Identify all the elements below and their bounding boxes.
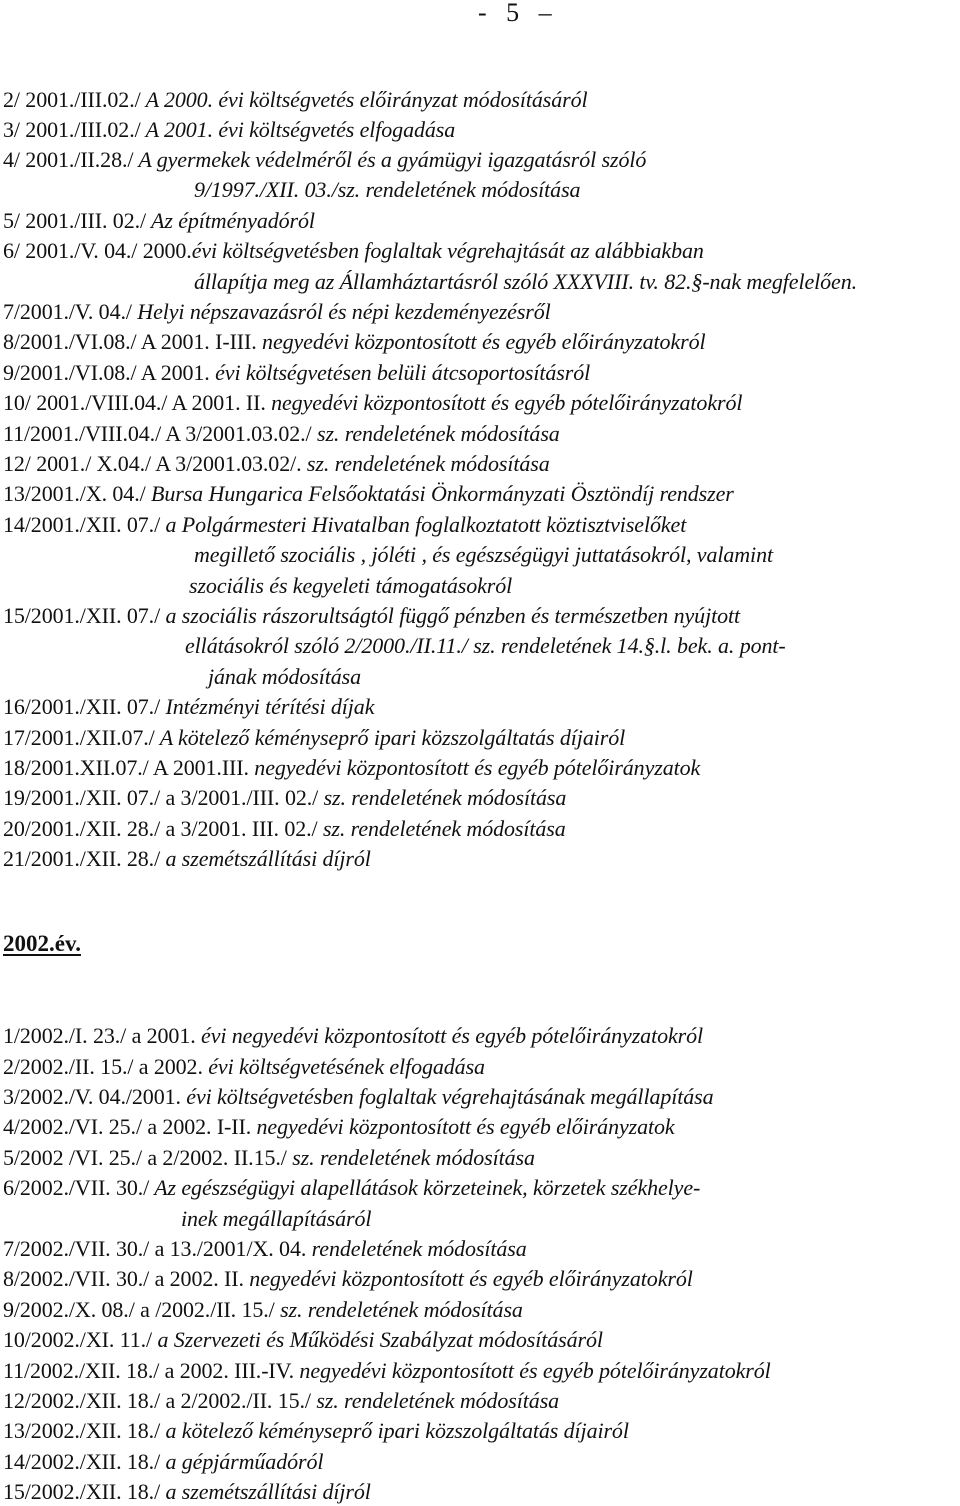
- decree-entry: [3, 754, 700, 782]
- decree-number: 4/ 2001./II.28./: [3, 147, 134, 172]
- decree-entry-continuation: [181, 1205, 371, 1233]
- decree-entry: [3, 480, 734, 508]
- decree-number: 9/2001./VI.08./ A 2001.: [3, 360, 210, 385]
- page-number: - 5 –: [478, 0, 552, 27]
- decree-entry: [3, 1326, 603, 1354]
- decree-number: 21/2001./XII. 28./: [3, 846, 161, 871]
- decree-entry: [3, 1478, 371, 1506]
- decree-entry: [3, 693, 374, 721]
- decree-title: A kötelező kéményseprő ipari közszolgáltatás díjairól: [154, 725, 626, 750]
- decree-title: a szemétszállítási díjról: [160, 1479, 371, 1504]
- decree-entry: [3, 724, 625, 752]
- decree-entry: [3, 602, 740, 630]
- decree-title: a Polgármesteri Hivatalban foglalkoztatott köztisztviselőket: [160, 512, 687, 537]
- decree-number: 15/2001./XII. 07./: [3, 603, 161, 628]
- decree-entry: [3, 86, 588, 114]
- decree-entry: [3, 1144, 535, 1172]
- decree-title: sz. rendeletének módosítása: [310, 1388, 560, 1413]
- decree-entry: [3, 328, 706, 356]
- decree-entry: [3, 298, 551, 326]
- decree-title: sz. rendeletének módosítása: [318, 785, 567, 810]
- decree-number: 6/ 2001./V. 04./ 2000.: [3, 238, 192, 263]
- decree-number: 10/ 2001./VIII.04./ A 2001. II.: [3, 390, 266, 415]
- decree-entry: [3, 511, 686, 539]
- decree-entry-continuation: [185, 632, 786, 660]
- decree-number: 12/ 2001./ X.04./ A 3/2001.03.02/.: [3, 451, 302, 476]
- decree-number: 13/2001./X. 04./: [3, 481, 146, 506]
- decree-entry: [3, 1235, 527, 1263]
- decree-entry: [3, 116, 455, 144]
- decree-number: 8/2001./VI.08./ A 2001. I-III.: [3, 329, 257, 354]
- decree-title: évi költségvetésének elfogadása: [202, 1054, 485, 1079]
- decree-entry-continuation: [194, 268, 857, 296]
- decree-number: 9/2002./X. 08./ a /2002./II. 15./: [3, 1297, 275, 1322]
- decree-title: Intézményi térítési díjak: [160, 694, 375, 719]
- decree-number: 4/2002./VI. 25./ a 2002. I-II.: [3, 1114, 252, 1139]
- decree-title: megillető szociális , jóléti , és egészségügyi juttatásokról, valamint: [194, 542, 773, 567]
- decree-title: évi költségvetésben foglaltak végrehajtásának megállapítása: [180, 1084, 714, 1109]
- decree-number: 16/2001./XII. 07./: [3, 694, 161, 719]
- decree-title: negyedévi központosított és egyéb pótelőirányzatok: [248, 755, 701, 780]
- decree-title: sz. rendeletének módosítása: [274, 1297, 523, 1322]
- decree-number: 17/2001./XII.07./: [3, 725, 155, 750]
- decree-number: 18/2001.XII.07./ A 2001.III.: [3, 755, 249, 780]
- decree-number: 12/2002./XII. 18./ a 2/2002./II. 15./: [3, 1388, 311, 1413]
- decree-title: A gyermekek védelméről és a gyámügyi igazgatásról szóló: [133, 147, 647, 172]
- decree-number: 5/2002 /VI. 25./ a 2/2002. II.15./: [3, 1145, 287, 1170]
- decree-entry-continuation: [189, 572, 512, 600]
- decree-number: 11/2001./VIII.04./ A 3/2001.03.02./: [3, 421, 312, 446]
- decree-entry: [3, 845, 371, 873]
- decree-title: Az egészségügyi alapellátások körzeteinek, körzetek székhelye-: [149, 1175, 701, 1200]
- decree-number: 3/ 2001./III.02./: [3, 117, 141, 142]
- decree-number: 6/2002./VII. 30./: [3, 1175, 150, 1200]
- decree-number: 7/2001./V. 04./: [3, 299, 132, 324]
- decree-title: a szemétszállítási díjról: [160, 846, 371, 871]
- decree-entry: [3, 1113, 675, 1141]
- decree-title: ellátásokról szóló 2/2000./II.11./ sz. rendeletének 14.§.l. bek. a. pont-: [185, 633, 786, 658]
- decree-entry: [3, 1296, 523, 1324]
- decree-title: évi költségvetésen belüli átcsoportosításról: [209, 360, 591, 385]
- decree-title: sz. rendeletének módosítása: [317, 816, 566, 841]
- decree-number: 19/2001./XII. 07./ a 3/2001./III. 02./: [3, 785, 319, 810]
- decree-title: a kötelező kéményseprő ipari közszolgáltatás díjairól: [160, 1418, 629, 1443]
- decree-title: állapítja meg az Államháztartásról szóló XXXVIII. tv. 82.§-nak megfelelően.: [194, 269, 857, 294]
- decree-number: 13/2002./XII. 18./: [3, 1418, 161, 1443]
- decree-number: 20/2001./XII. 28./ a 3/2001. III. 02./: [3, 816, 318, 841]
- year-heading-2002: 2002.év.: [3, 931, 81, 956]
- decree-entry: [3, 815, 566, 843]
- decree-number: 7/2002./VII. 30./ a 13./2001/X. 04.: [3, 1236, 307, 1261]
- decree-number: 5/ 2001./III. 02./: [3, 208, 147, 233]
- decree-number: 8/2002./VII. 30./ a 2002. II.: [3, 1266, 244, 1291]
- decree-title: a szociális rászorultságtól függő pénzben és természetben nyújtott: [160, 603, 741, 628]
- decree-title: Az építményadóról: [146, 208, 315, 233]
- decree-title: szociális és kegyeleti támogatásokról: [189, 573, 513, 598]
- decree-entry-continuation: [194, 176, 580, 204]
- decree-title: negyedévi központosított és egyéb előirányzatok: [251, 1114, 675, 1139]
- decree-title: a Szervezeti és Működési Szabályzat módosításáról: [152, 1327, 603, 1352]
- decree-title: negyedévi központosított és egyéb előirányzatokról: [243, 1266, 693, 1291]
- decree-title: A 2001. évi költségvetés elfogadása: [140, 117, 456, 142]
- decree-entry: [3, 784, 566, 812]
- decree-entry: [3, 1357, 771, 1385]
- decree-entry: [3, 1265, 693, 1293]
- decree-entry: [3, 1417, 629, 1445]
- decree-entry: [3, 207, 315, 235]
- decree-number: 10/2002./XI. 11./: [3, 1327, 153, 1352]
- decree-entry: [3, 1174, 700, 1202]
- decree-entry: [3, 389, 742, 417]
- decree-entry: [3, 1022, 703, 1050]
- decree-title: sz. rendeletének módosítása: [311, 421, 560, 446]
- decree-title: negyedévi központosított és egyéb előirányzatokról: [256, 329, 706, 354]
- decree-entry: [3, 450, 550, 478]
- decree-entry-continuation: [208, 663, 361, 691]
- decree-number: 14/2001./XII. 07./: [3, 512, 161, 537]
- decree-title: évi negyedévi központosított és egyéb pótelőirányzatokról: [195, 1023, 704, 1048]
- decree-title: a gépjárműadóról: [160, 1449, 324, 1474]
- decree-number: 11/2002./XII. 18./ a 2002. III.-IV.: [3, 1358, 295, 1383]
- decree-title: évi költségvetésben foglaltak végrehajtását az alábbiakban: [191, 238, 704, 263]
- decree-number: 2/2002./II. 15./ a 2002.: [3, 1054, 203, 1079]
- decree-number: 3/2002./V. 04./2001.: [3, 1084, 181, 1109]
- decree-entry: [3, 1387, 559, 1415]
- decree-title: Bursa Hungarica Felsőoktatási Önkormányzati Ösztöndíj rendszer: [145, 481, 734, 506]
- decree-title: Helyi népszavazásról és népi kezdeményezésről: [131, 299, 551, 324]
- decree-entry: [3, 1448, 323, 1476]
- decree-entry: [3, 146, 646, 174]
- decree-number: 14/2002./XII. 18./: [3, 1449, 161, 1474]
- decree-entry: [3, 420, 560, 448]
- decree-title: sz. rendeletének módosítása: [286, 1145, 535, 1170]
- decree-title: negyedévi központosított és egyéb pótelőirányzatokról: [265, 390, 743, 415]
- decree-title: 9/1997./XII. 03./sz. rendeletének módosítása: [194, 177, 581, 202]
- decree-entry: [3, 1083, 714, 1111]
- decree-title: sz. rendeletének módosítása: [301, 451, 550, 476]
- decree-entry: [3, 359, 590, 387]
- decree-title: negyedévi központosított és egyéb pótelőirányzatokról: [294, 1358, 771, 1383]
- decree-title: jának módosítása: [208, 664, 362, 689]
- decree-title: A 2000. évi költségvetés előirányzat módosításáról: [140, 87, 588, 112]
- decree-title: rendeletének módosítása: [306, 1236, 527, 1261]
- decree-number: 1/2002./I. 23./ a 2001.: [3, 1023, 196, 1048]
- decree-number: 15/2002./XII. 18./: [3, 1479, 161, 1504]
- decree-entry: [3, 1053, 485, 1081]
- decree-entry-continuation: [194, 541, 773, 569]
- decree-number: 2/ 2001./III.02./: [3, 87, 141, 112]
- decree-entry: [3, 237, 704, 265]
- decree-title: inek megállapításáról: [181, 1206, 372, 1231]
